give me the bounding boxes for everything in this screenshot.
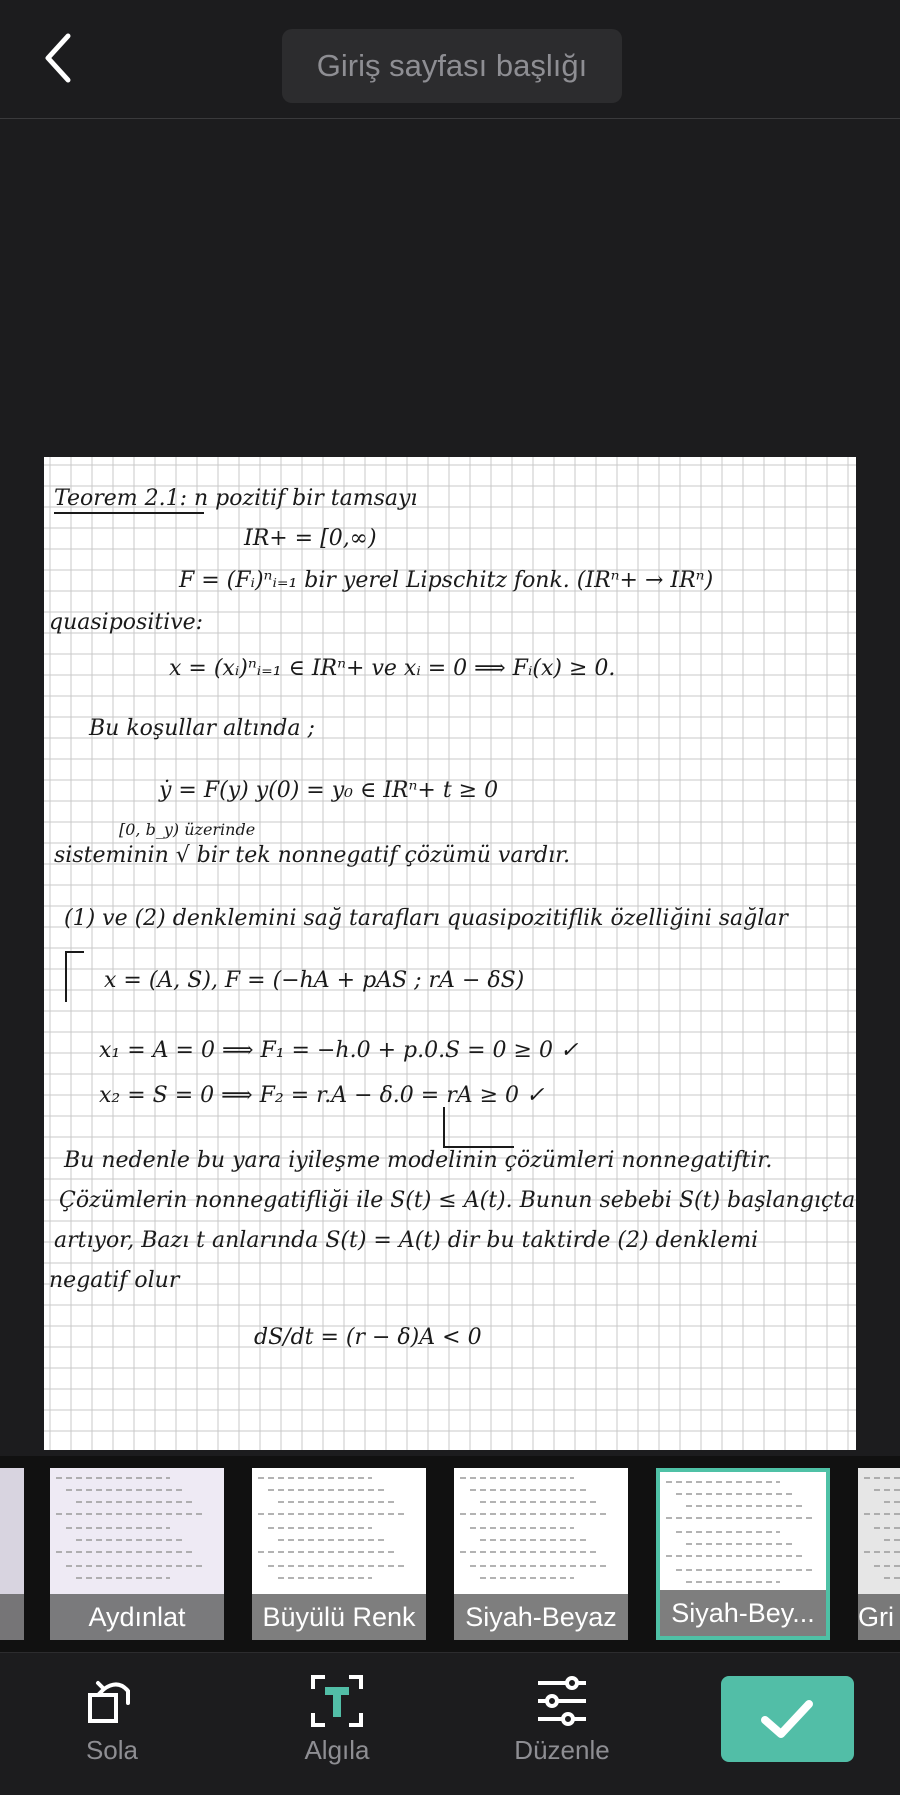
chevron-left-icon: [30, 28, 90, 88]
filter-label: Gri: [858, 1594, 900, 1640]
filter-label: Siyah-Beyaz: [454, 1594, 628, 1640]
scanned-document-page[interactable]: [44, 457, 856, 1450]
handwritten-content: [44, 457, 856, 1450]
handwritten-line: negatif olur: [49, 1268, 180, 1293]
sliders-icon: [534, 1673, 590, 1729]
filter-buyulu-renk[interactable]: [252, 1468, 426, 1640]
filter-label: Siyah-Bey...: [660, 1590, 826, 1636]
rotate-left-icon: [84, 1673, 140, 1729]
adjust-button[interactable]: [477, 1673, 647, 1783]
handwritten-line: sisteminin √ bir tek nonnegatif çözümü vardır.: [54, 843, 571, 868]
handwritten-line: x = (xᵢ)ⁿᵢ₌₁ ∈ IRⁿ+ ve xᵢ = 0 ⟹ Fᵢ(x) ≥ 0.: [169, 656, 616, 681]
filter-strip[interactable]: [0, 1456, 900, 1652]
handwritten-line: (1) ve (2) denklemini sağ tarafları quasipozitiflik özelliğini sağlar: [64, 906, 788, 931]
adjust-label: Düzenle: [514, 1735, 610, 1765]
handwritten-line: IR+ = [0,∞): [244, 526, 377, 551]
handwritten-line: ẏ = F(y) y(0) = y₀ ∈ IRⁿ+ t ≥ 0: [159, 778, 499, 803]
handwritten-line: quasipositive:: [49, 610, 204, 635]
page-title-input[interactable]: [282, 29, 622, 103]
filter-label: Büyülü Renk: [252, 1594, 426, 1640]
filter-partial-left[interactable]: [0, 1468, 24, 1640]
filter-label: [0, 1594, 24, 1640]
handwritten-line: artıyor, Bazı t anlarında S(t) = A(t) dir bu taktirde (2) denklemi: [54, 1228, 759, 1253]
rotate-left-button[interactable]: [27, 1673, 197, 1783]
filter-label: Aydınlat: [50, 1594, 224, 1640]
filter-siyah-beyaz-2-selected[interactable]: [656, 1468, 830, 1640]
document-preview-area: [0, 119, 900, 1455]
handwritten-line: Teorem 2.1: n pozitif bir tamsayı: [54, 486, 418, 511]
text-detect-icon: [309, 1673, 365, 1729]
handwritten-line: Bu koşullar altında ;: [89, 716, 315, 741]
handwritten-line: x₁ = A = 0 ⟹ F₁ = −h.0 + p.0.S = 0 ≥ 0 ✓: [99, 1038, 579, 1063]
confirm-button[interactable]: [721, 1676, 854, 1762]
detect-text-label: Algıla: [304, 1735, 370, 1765]
handwritten-line: dS/dt = (r − δ)A < 0: [254, 1325, 482, 1350]
handwritten-line: Çözümlerin nonnegatifliği ile S(t) ≤ A(t). Bunun sebebi S(t) başlangıçta: [59, 1188, 856, 1213]
handwritten-line: F = (Fᵢ)ⁿᵢ₌₁ bir yerel Lipschitz fonk. (IRⁿ+ → IRⁿ): [179, 568, 714, 593]
bottom-toolbar: [0, 1652, 900, 1795]
handwritten-line: Bu nedenle bu yara iyileşme modelinin çözümleri nonnegatiftir.: [64, 1148, 773, 1173]
filter-aydinlat[interactable]: [50, 1468, 224, 1640]
rotate-left-label: Sola: [85, 1735, 139, 1765]
handwritten-line: [0, b_y) üzerinde: [119, 820, 256, 839]
detect-text-button[interactable]: [252, 1673, 422, 1783]
checkmark-icon: [759, 1694, 815, 1744]
filter-siyah-beyaz[interactable]: [454, 1468, 628, 1640]
handwritten-line: x = (A, S), F = (−hA + pAS ; rA − δS): [104, 968, 525, 993]
handwritten-line: x₂ = S = 0 ⟹ F₂ = r.A − δ.0 = rA ≥ 0 ✓: [99, 1083, 545, 1108]
filter-gri[interactable]: [858, 1468, 900, 1640]
back-button[interactable]: [30, 28, 90, 88]
top-bar: [0, 0, 900, 119]
